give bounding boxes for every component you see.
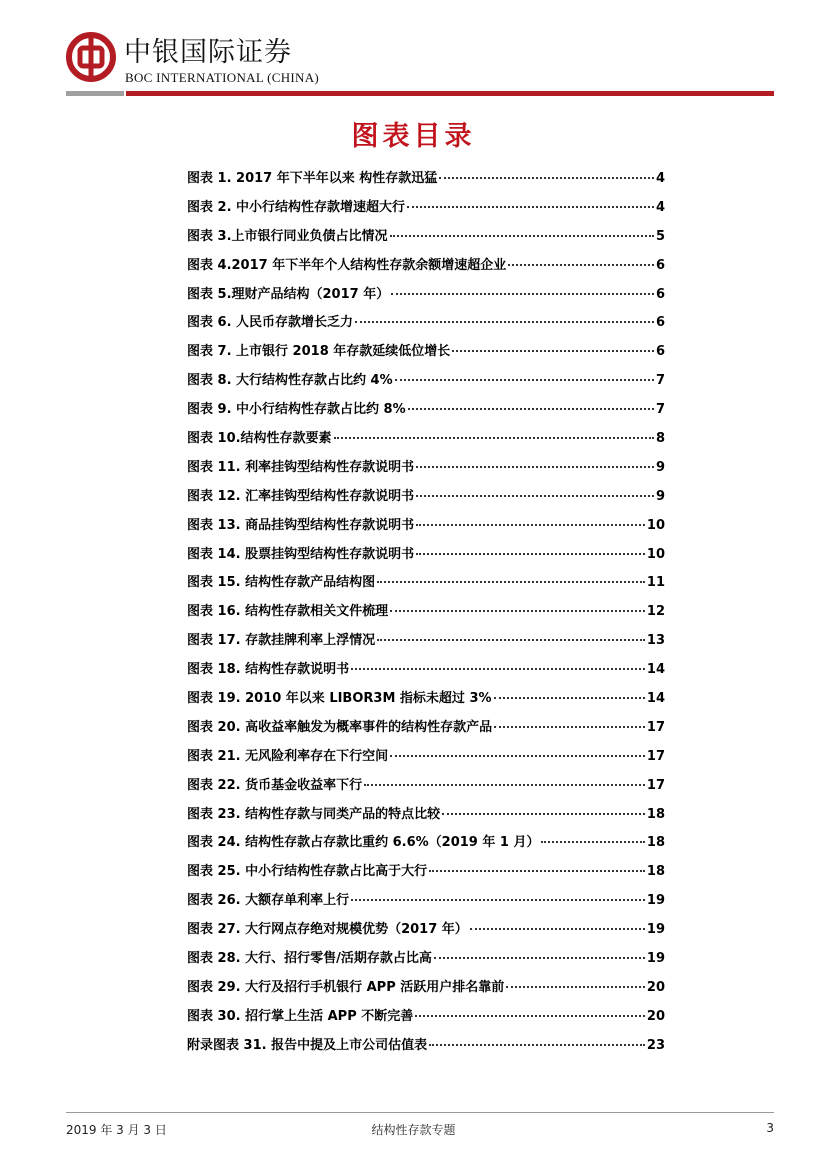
toc-entry-page: 17 (646, 748, 665, 764)
toc-dot-leader (429, 870, 645, 872)
toc-entry[interactable] (187, 340, 665, 369)
toc-entry-page: 6 (655, 315, 665, 331)
toc-entry-page: 11 (646, 575, 665, 591)
toc-entry[interactable] (187, 889, 665, 918)
toc-dot-leader (541, 841, 644, 843)
brand-name-en: BOC INTERNATIONAL (CHINA) (125, 70, 320, 85)
toc-entry-page: 18 (646, 835, 665, 851)
toc-dot-leader (415, 1015, 645, 1017)
toc-entry[interactable] (187, 600, 665, 629)
toc-entry-label: 图表 2. 中小行结构性存款增速超大行 (187, 199, 406, 215)
toc-entry[interactable] (187, 918, 665, 947)
toc-entry[interactable] (187, 629, 665, 658)
toc-dot-leader (439, 177, 654, 179)
toc-entry[interactable] (187, 398, 665, 427)
toc-entry-label: 图表 8. 大行结构性存款占比约 4% (187, 373, 393, 389)
toc-entry[interactable] (187, 571, 665, 600)
toc-entry[interactable] (187, 745, 665, 774)
toc-entry-label: 图表 3.上市银行同业负债占比情况 (187, 228, 388, 244)
toc-dot-leader (470, 928, 645, 930)
toc-entry[interactable] (187, 774, 665, 803)
toc-entry-label: 图表 13. 商品挂钩型结构性存款说明书 (187, 517, 415, 533)
toc-entry[interactable] (187, 311, 665, 340)
toc-entry-page: 9 (655, 459, 665, 475)
toc-dot-leader (407, 206, 654, 208)
toc-dot-leader (429, 1044, 645, 1046)
toc-dot-leader (452, 350, 654, 352)
toc-entry[interactable] (187, 947, 665, 976)
toc-entry[interactable] (187, 514, 665, 543)
toc-entry[interactable] (187, 167, 665, 196)
toc-entry[interactable] (187, 716, 665, 745)
toc-entry-page: 6 (655, 286, 665, 302)
toc-entry-page: 7 (655, 402, 665, 418)
toc-entry[interactable] (187, 1034, 665, 1063)
toc-dot-leader (416, 524, 645, 526)
header-rule-red (126, 91, 774, 96)
toc-entry-page: 20 (646, 979, 665, 995)
toc-entry-label: 图表 19. 2010 年以来 LIBOR3M 指标未超过 3% (187, 691, 492, 707)
toc-dot-leader (377, 581, 645, 583)
toc-entry[interactable] (187, 427, 665, 456)
toc-entry[interactable] (187, 283, 665, 312)
table-of-figures (187, 167, 665, 1063)
toc-entry-page: 10 (646, 546, 665, 562)
toc-dot-leader (408, 408, 654, 410)
toc-entry[interactable] (187, 976, 665, 1005)
toc-entry[interactable] (187, 1005, 665, 1034)
toc-dot-leader (442, 813, 645, 815)
toc-entry-page: 17 (646, 719, 665, 735)
toc-entry-label: 附录图表 31. 报告中提及上市公司估值表 (187, 1037, 428, 1053)
toc-entry-label: 图表 7. 上市银行 2018 年存款延续低位增长 (187, 344, 451, 360)
toc-entry[interactable] (187, 831, 665, 860)
page-title: 图表目录 (351, 121, 476, 152)
toc-entry-label: 图表 28. 大行、招行零售/活期存款占比高 (187, 951, 432, 967)
toc-entry-page: 23 (646, 1037, 665, 1053)
footer-page-number: 3 (766, 1121, 774, 1135)
toc-entry-label: 图表 11. 利率挂钩型结构性存款说明书 (187, 459, 415, 475)
toc-dot-leader (416, 495, 654, 497)
toc-entry-label: 图表 18. 结构性存款说明书 (187, 662, 350, 678)
toc-entry[interactable] (187, 658, 665, 687)
toc-entry-label: 图表 15. 结构性存款产品结构图 (187, 575, 376, 591)
toc-entry-page: 5 (655, 228, 665, 244)
toc-entry-page: 19 (646, 951, 665, 967)
toc-entry-page: 14 (646, 691, 665, 707)
toc-dot-leader (434, 957, 645, 959)
toc-entry-page: 19 (646, 893, 665, 909)
toc-entry-page: 13 (646, 633, 665, 649)
toc-entry-label: 图表 5.理财产品结构（2017 年） (187, 286, 390, 302)
toc-entry-page: 6 (655, 257, 665, 273)
toc-entry-label: 图表 1. 2017 年下半年以来 构性存款迅猛 (187, 171, 438, 186)
toc-entry-label: 图表 30. 招行掌上生活 APP 不断完善 (187, 1008, 414, 1024)
footer-rule (66, 1112, 774, 1113)
toc-entry-label: 图表 9. 中小行结构性存款占比约 8% (187, 402, 406, 418)
toc-dot-leader (494, 726, 645, 728)
toc-dot-leader (351, 899, 645, 901)
boc-logo-icon (66, 32, 116, 82)
toc-entry-label: 图表 10.结构性存款要素 (187, 431, 332, 447)
page-header (66, 30, 774, 100)
toc-entry[interactable] (187, 543, 665, 572)
header-rule-gray (66, 91, 124, 96)
toc-entry-label: 图表 27. 大行网点存绝对规模优势（2017 年） (187, 922, 468, 938)
toc-dot-leader (416, 466, 654, 468)
toc-entry-page: 19 (646, 922, 665, 938)
brand-name-cn: 中银国际证券 (124, 37, 292, 68)
toc-dot-leader (390, 755, 645, 757)
toc-dot-leader (416, 553, 645, 555)
toc-entry-page: 12 (646, 604, 665, 620)
footer-date: 2019 年 3 月 3 日 (66, 1123, 167, 1137)
toc-entry-label: 图表 4.2017 年下半年个人结构性存款余额增速超企业 (187, 257, 507, 273)
toc-dot-leader (391, 293, 654, 295)
toc-entry[interactable] (187, 196, 665, 225)
toc-entry-label: 图表 16. 结构性存款相关文件梳理 (187, 604, 389, 620)
toc-entry[interactable] (187, 687, 665, 716)
toc-entry[interactable] (187, 369, 665, 398)
toc-entry-page: 4 (655, 199, 665, 215)
toc-dot-leader (377, 639, 645, 641)
toc-dot-leader (508, 264, 654, 266)
toc-entry-label: 图表 12. 汇率挂钩型结构性存款说明书 (187, 488, 415, 504)
toc-entry-label: 图表 14. 股票挂钩型结构性存款说明书 (187, 546, 415, 562)
toc-dot-leader (334, 437, 654, 439)
toc-entry-page: 7 (655, 373, 665, 389)
toc-dot-leader (364, 784, 645, 786)
toc-entry-label: 图表 20. 高收益率触发为概率事件的结构性存款产品 (187, 719, 493, 735)
toc-entry-page: 18 (646, 806, 665, 822)
toc-entry-page: 9 (655, 488, 665, 504)
toc-dot-leader (506, 986, 645, 988)
toc-entry-label: 图表 26. 大额存单利率上行 (187, 893, 350, 909)
footer-topic: 结构性存款专题 (371, 1123, 456, 1137)
toc-entry-label: 图表 29. 大行及招行手机银行 APP 活跃用户排名靠前 (187, 979, 505, 995)
toc-entry[interactable] (187, 485, 665, 514)
toc-entry-label: 图表 6. 人民币存款增长乏力 (187, 315, 354, 331)
toc-entry[interactable] (187, 860, 665, 889)
toc-entry[interactable] (187, 456, 665, 485)
toc-entry-page: 14 (646, 662, 665, 678)
toc-entry-page: 4 (655, 171, 665, 186)
toc-entry-page: 8 (655, 431, 665, 447)
toc-dot-leader (351, 668, 645, 670)
toc-entry-label: 图表 23. 结构性存款与同类产品的特点比较 (187, 806, 441, 822)
toc-entry[interactable] (187, 225, 665, 254)
toc-entry-page: 18 (646, 864, 665, 880)
toc-entry-page: 6 (655, 344, 665, 360)
toc-entry[interactable] (187, 254, 665, 283)
toc-entry-label: 图表 25. 中小行结构性存款占比高于大行 (187, 864, 428, 880)
toc-entry-page: 10 (646, 517, 665, 533)
toc-entry[interactable] (187, 803, 665, 832)
toc-entry-page: 20 (646, 1008, 665, 1024)
toc-entry-label: 图表 17. 存款挂牌利率上浮情况 (187, 633, 376, 649)
toc-entry-label: 图表 22. 货币基金收益率下行 (187, 777, 363, 793)
toc-dot-leader (355, 321, 654, 323)
toc-dot-leader (395, 379, 654, 381)
toc-entry-page: 17 (646, 777, 665, 793)
toc-dot-leader (494, 697, 645, 699)
toc-dot-leader (390, 610, 645, 612)
toc-entry-label: 图表 24. 结构性存款占存款比重约 6.6%（2019 年 1 月） (187, 835, 540, 851)
toc-entry-label: 图表 21. 无风险利率存在下行空间 (187, 748, 389, 764)
toc-dot-leader (390, 235, 654, 237)
